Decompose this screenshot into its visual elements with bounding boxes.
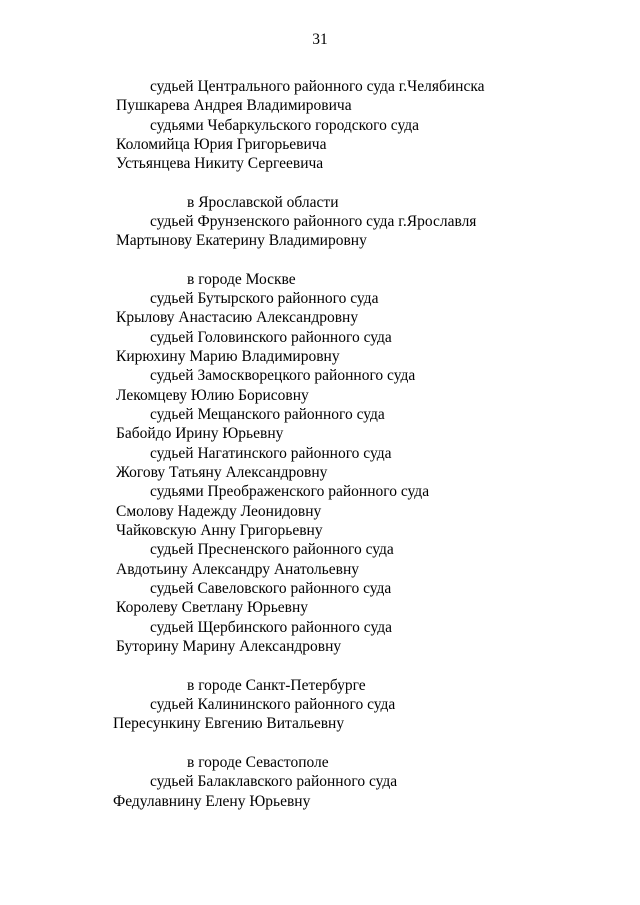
court-assignment-line: судьей Савеловского районного суда bbox=[150, 580, 392, 597]
judge-name-line: Смолову Надежду Леонидовну bbox=[116, 503, 322, 520]
judge-name-line: Коломийца Юрия Григорьевича bbox=[116, 136, 327, 153]
region-heading: в городе Севастополе bbox=[187, 754, 329, 771]
court-assignment-line: судьей Бутырского районного суда bbox=[150, 290, 379, 307]
judge-name-line: Королеву Светлану Юрьевну bbox=[116, 599, 309, 616]
judge-name-line: Пушкарева Андрея Владимировича bbox=[116, 97, 352, 114]
court-assignment-line: судьей Фрунзенского районного суда г.Ярославля bbox=[150, 213, 477, 230]
judge-name-line: Чайковскую Анну Григорьевну bbox=[116, 522, 323, 539]
judge-name-line: Буторину Марину Александровну bbox=[116, 638, 342, 655]
judge-name-line: Лекомцеву Юлию Борисовну bbox=[116, 387, 309, 404]
judge-name-line: Жогову Татьяну Александровну bbox=[116, 464, 328, 481]
judge-name-line: Пересункину Евгению Витальевну bbox=[113, 715, 345, 732]
judge-name-line: Авдотьину Александру Анатольевну bbox=[116, 561, 359, 578]
court-assignment-line: судьями Чебаркульского городского суда bbox=[150, 117, 419, 134]
judge-name-line: Мартынову Екатерину Владимировну bbox=[116, 232, 367, 249]
judge-name-line: Федулавнину Елену Юрьевну bbox=[113, 793, 311, 810]
court-assignment-line: судьей Щербинского районного суда bbox=[150, 619, 392, 636]
court-assignment-line: судьей Нагатинского районного суда bbox=[150, 445, 392, 462]
court-assignment-line: судьей Мещанского районного суда bbox=[150, 406, 385, 423]
court-assignment-line: судьей Замоскворецкого районного суда bbox=[150, 367, 416, 384]
court-assignment-line: судьей Центрального районного суда г.Челябинска bbox=[150, 78, 485, 95]
judge-name-line: Кирюхину Марию Владимировну bbox=[116, 348, 340, 365]
court-assignment-line: судьей Калининского районного суда bbox=[150, 696, 396, 713]
judge-name-line: Устьянцева Никиту Сергеевича bbox=[116, 155, 324, 172]
region-heading: в городе Москве bbox=[187, 271, 296, 288]
region-heading: в городе Санкт-Петербурге bbox=[187, 677, 366, 694]
region-heading: в Ярославской области bbox=[187, 194, 339, 211]
court-assignment-line: судьями Преображенского районного суда bbox=[150, 483, 430, 500]
court-assignment-line: судьей Балаклавского районного суда bbox=[150, 773, 398, 790]
judge-name-line: Бабойдо Ирину Юрьевну bbox=[116, 425, 284, 442]
page-number: 31 bbox=[312, 31, 328, 48]
court-assignment-line: судьей Пресненского районного суда bbox=[150, 541, 394, 558]
judge-name-line: Крылову Анастасию Александровну bbox=[116, 309, 359, 326]
court-assignment-line: судьей Головинского районного суда bbox=[150, 329, 392, 346]
